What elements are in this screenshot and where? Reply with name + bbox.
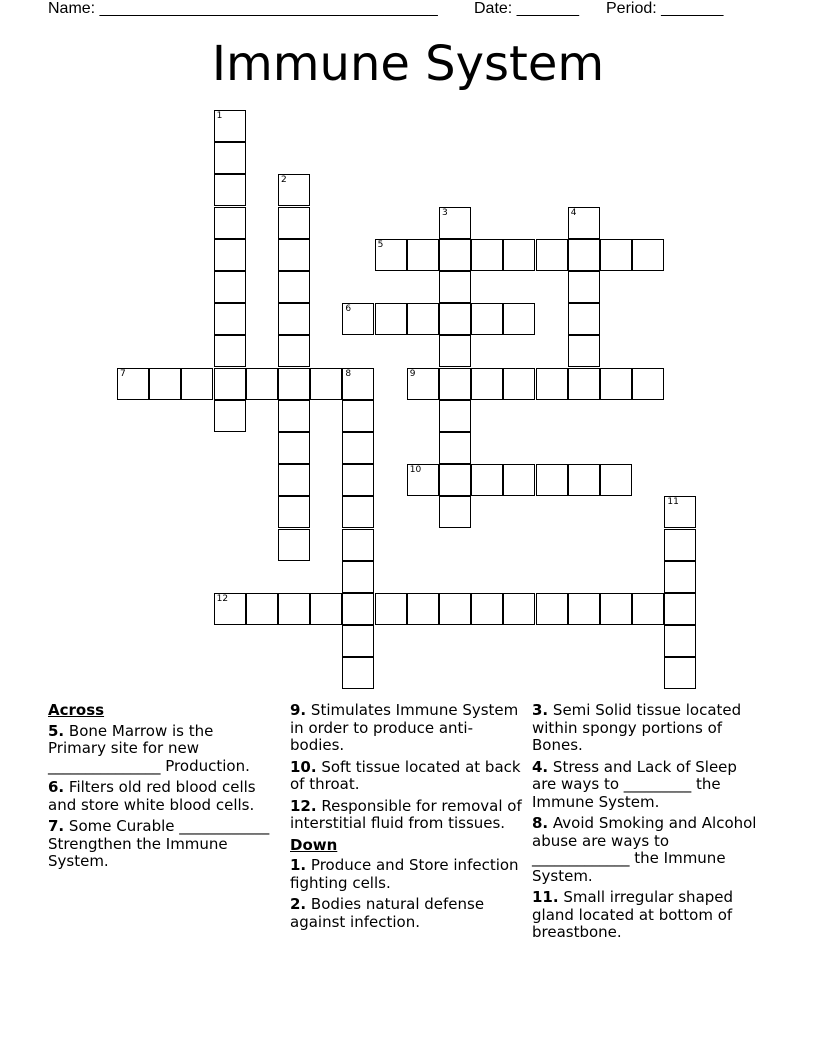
clue-number: 9. xyxy=(290,701,307,719)
clue-text: Some Curable ____________ Strengthen the Immune System. xyxy=(48,817,270,870)
crossword-cell[interactable] xyxy=(342,657,374,689)
crossword-cell[interactable] xyxy=(278,496,310,528)
clue-down-4 xyxy=(532,759,764,812)
clue-across-7 xyxy=(48,818,273,871)
crossword-cell[interactable] xyxy=(407,303,439,335)
clue-across-5 xyxy=(48,723,273,776)
crossword-cell[interactable] xyxy=(181,368,213,400)
crossword-cell[interactable] xyxy=(503,464,535,496)
clue-number: 1. xyxy=(290,856,307,874)
crossword-cell[interactable] xyxy=(600,239,632,271)
clue-down-1 xyxy=(290,857,522,892)
crossword-cell[interactable] xyxy=(407,464,439,496)
crossword-cell[interactable] xyxy=(600,464,632,496)
clue-text: Stress and Lack of Sleep are ways to _________ the Immune System. xyxy=(532,757,737,811)
crossword-cell[interactable] xyxy=(214,110,246,142)
crossword-cell[interactable] xyxy=(536,368,568,400)
clue-text: Responsible for removal of interstitial fluid from tissues. xyxy=(290,796,522,832)
crossword-cell[interactable] xyxy=(600,368,632,400)
clue-number: 4. xyxy=(532,757,549,776)
cell-number: 7 xyxy=(120,368,126,379)
crossword-cell[interactable] xyxy=(664,529,696,561)
clue-down-3 xyxy=(532,702,764,755)
crossword-cell[interactable] xyxy=(214,239,246,271)
clue-number: 10. xyxy=(290,757,317,776)
crossword-cell[interactable] xyxy=(246,368,278,400)
date-field[interactable]: Date: _______ xyxy=(474,0,579,17)
crossword-cell[interactable] xyxy=(568,335,600,367)
crossword-cell[interactable] xyxy=(664,593,696,625)
crossword-cell[interactable] xyxy=(536,464,568,496)
crossword-cell[interactable] xyxy=(278,271,310,303)
crossword-cell[interactable] xyxy=(439,303,471,335)
clue-number: 5. xyxy=(48,721,65,740)
crossword-cell[interactable] xyxy=(471,303,503,335)
across-heading: Across xyxy=(48,701,105,719)
clue-number: 12. xyxy=(290,796,317,815)
crossword-cell[interactable] xyxy=(503,368,535,400)
crossword-cell[interactable] xyxy=(246,593,278,625)
crossword-cell[interactable] xyxy=(568,271,600,303)
clues-column-3 xyxy=(532,702,764,946)
clues-column-2 xyxy=(290,702,522,935)
crossword-cell[interactable] xyxy=(214,174,246,206)
cell-number: 2 xyxy=(281,175,287,186)
clue-text: Stimulates Immune System in order to produce anti-bodies. xyxy=(290,701,519,754)
clue-number: 8. xyxy=(532,814,549,832)
clue-text: Bone Marrow is the Primary site for new _______________ Production. xyxy=(48,721,250,775)
crossword-cell[interactable] xyxy=(439,207,471,239)
crossword-cell[interactable] xyxy=(214,335,246,367)
crossword-cell[interactable] xyxy=(310,593,342,625)
crossword-cell[interactable] xyxy=(568,239,600,271)
cell-number: 1 xyxy=(216,111,223,121)
crossword-cell[interactable] xyxy=(375,239,407,271)
clue-down-11 xyxy=(532,889,764,942)
cell-number: 4 xyxy=(570,207,577,218)
clue-down-2 xyxy=(290,896,522,931)
crossword-cell[interactable] xyxy=(632,239,664,271)
crossword-cell[interactable] xyxy=(278,464,310,496)
crossword-cell[interactable] xyxy=(407,593,439,625)
clue-down-8 xyxy=(532,815,764,885)
clue-text: Soft tissue located at back of throat. xyxy=(290,757,521,793)
cell-number: 10 xyxy=(409,465,422,476)
crossword-cell[interactable] xyxy=(439,432,471,464)
crossword-cell[interactable] xyxy=(214,271,246,303)
crossword-cell[interactable] xyxy=(375,593,407,625)
crossword-cell[interactable] xyxy=(214,400,246,432)
crossword-cell[interactable] xyxy=(342,529,374,561)
clues-column-1 xyxy=(48,702,273,875)
crossword-cell[interactable] xyxy=(471,368,503,400)
crossword-cell[interactable] xyxy=(342,593,374,625)
cell-number: 9 xyxy=(409,368,416,379)
crossword-cell[interactable] xyxy=(568,207,600,239)
crossword-cell[interactable] xyxy=(503,593,535,625)
crossword-cell[interactable] xyxy=(310,368,342,400)
crossword-cell[interactable] xyxy=(568,368,600,400)
crossword-cell[interactable] xyxy=(278,529,310,561)
crossword-cell[interactable] xyxy=(342,625,374,657)
crossword-cell[interactable] xyxy=(664,496,696,528)
crossword-cell[interactable] xyxy=(214,207,246,239)
clue-across-9 xyxy=(290,702,522,755)
clue-number: 2. xyxy=(290,895,307,913)
cell-number: 11 xyxy=(667,497,679,508)
crossword-cell[interactable] xyxy=(439,400,471,432)
crossword-cell[interactable] xyxy=(342,561,374,593)
crossword-cell[interactable] xyxy=(278,239,310,271)
crossword-cell[interactable] xyxy=(278,335,310,367)
crossword-cell[interactable] xyxy=(471,593,503,625)
crossword-cell[interactable] xyxy=(664,625,696,657)
crossword-cell[interactable] xyxy=(471,239,503,271)
crossword-cell[interactable] xyxy=(568,593,600,625)
crossword-cell[interactable] xyxy=(439,593,471,625)
crossword-cell[interactable] xyxy=(503,303,535,335)
clue-number: 11. xyxy=(532,888,559,906)
cell-number: 6 xyxy=(345,304,352,315)
down-heading: Down xyxy=(290,835,338,854)
crossword-cell[interactable] xyxy=(278,303,310,335)
crossword-cell[interactable] xyxy=(536,593,568,625)
crossword-cell[interactable] xyxy=(342,432,374,464)
crossword-cell[interactable] xyxy=(471,464,503,496)
crossword-cell[interactable] xyxy=(439,496,471,528)
crossword-cell[interactable] xyxy=(536,239,568,271)
clue-text: Bodies natural defense against infection. xyxy=(290,895,485,931)
crossword-cell[interactable] xyxy=(407,239,439,271)
crossword-cell[interactable] xyxy=(214,142,246,174)
name-field[interactable]: Name: ______________________________________ xyxy=(48,0,438,17)
crossword-cell[interactable] xyxy=(407,368,439,400)
period-field[interactable]: Period: _______ xyxy=(606,0,724,17)
clue-text: Small irregular shaped gland located at bottom of breastbone. xyxy=(532,888,734,941)
crossword-cell[interactable] xyxy=(214,593,246,625)
crossword-cell[interactable] xyxy=(278,593,310,625)
crossword-cell[interactable] xyxy=(439,335,471,367)
crossword-cell[interactable] xyxy=(278,368,310,400)
crossword-cell[interactable] xyxy=(632,593,664,625)
crossword-cell[interactable] xyxy=(342,496,374,528)
crossword-cell[interactable] xyxy=(503,239,535,271)
crossword-cell[interactable] xyxy=(632,368,664,400)
crossword-cell[interactable] xyxy=(342,303,374,335)
crossword-cell[interactable] xyxy=(342,400,374,432)
crossword-cell[interactable] xyxy=(149,368,181,400)
crossword-cell[interactable] xyxy=(375,303,407,335)
crossword-cell[interactable] xyxy=(568,464,600,496)
crossword-cell[interactable] xyxy=(278,174,310,206)
cell-number: 5 xyxy=(377,239,384,250)
cell-number: 3 xyxy=(442,207,448,218)
clue-text: Semi Solid tissue located within spongy portions of Bones. xyxy=(532,701,742,754)
cell-number: 12 xyxy=(216,594,229,604)
crossword-cell[interactable] xyxy=(664,561,696,593)
clue-across-10 xyxy=(290,759,522,794)
crossword-cell[interactable] xyxy=(342,368,374,400)
crossword-cell[interactable] xyxy=(342,464,374,496)
crossword-cell[interactable] xyxy=(278,400,310,432)
clue-across-6 xyxy=(48,779,273,814)
crossword-cell[interactable] xyxy=(439,464,471,496)
crossword-cell[interactable] xyxy=(214,368,246,400)
cell-number: 8 xyxy=(345,368,352,379)
crossword-cell[interactable] xyxy=(214,303,246,335)
crossword-cell[interactable] xyxy=(117,368,149,400)
crossword-cell[interactable] xyxy=(439,368,471,400)
crossword-cell[interactable] xyxy=(568,303,600,335)
clue-number: 6. xyxy=(48,778,65,796)
clue-text: Filters old red blood cells and store white blood cells. xyxy=(48,778,256,814)
crossword-cell[interactable] xyxy=(600,593,632,625)
crossword-cell[interactable] xyxy=(664,657,696,689)
clue-number: 3. xyxy=(532,701,549,719)
crossword-cell[interactable] xyxy=(278,432,310,464)
page-title: Immune System xyxy=(211,36,605,92)
clue-across-12 xyxy=(290,798,522,833)
clue-text: Produce and Store infection fighting cells. xyxy=(290,856,519,892)
crossword-cell[interactable] xyxy=(278,207,310,239)
crossword-cell[interactable] xyxy=(439,271,471,303)
crossword-cell[interactable] xyxy=(439,239,471,271)
clue-number: 7. xyxy=(48,817,65,835)
clue-text: Avoid Smoking and Alcohol abuse are ways to _____________ the Immune System. xyxy=(532,814,757,885)
